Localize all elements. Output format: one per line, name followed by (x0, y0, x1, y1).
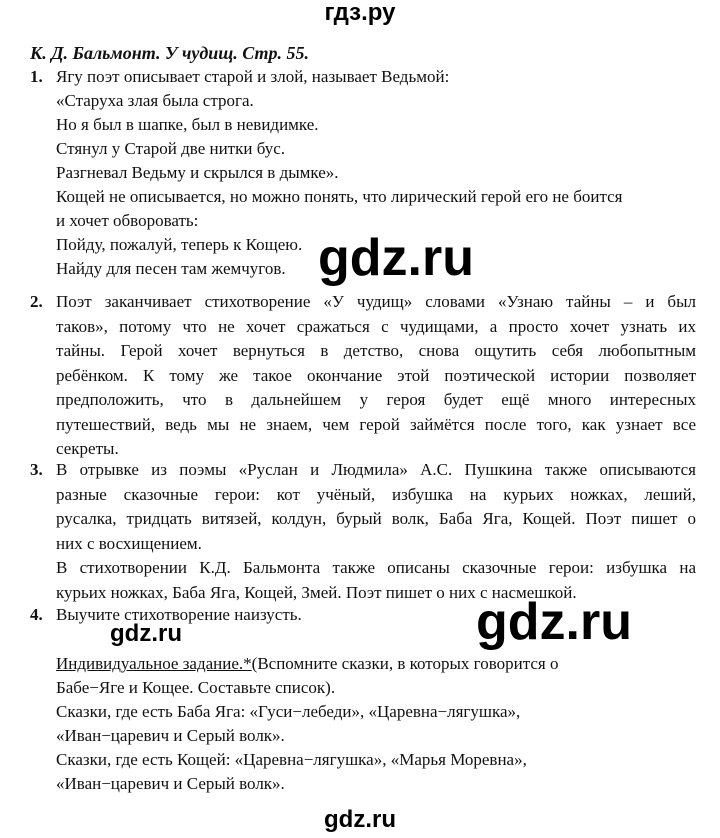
q3-line: разные сказочные герои: кот учёный, избушка на курьих ножках, леший, (56, 484, 696, 504)
q1-line: Ягу поэт описывает старой и злой, называет Ведьмой: (56, 67, 450, 86)
q3-line: них с восхищением. (56, 533, 202, 553)
q2-number: 2. (30, 292, 43, 311)
q2-line: тайны. Герой хочет вернуться в детство, снова ощутить себя любопытным (56, 341, 696, 360)
q2-line: Поэт заканчивает стихотворение «У чудищ» словами «Узнаю тайны – и был (56, 292, 696, 311)
individual-line: «Иван−царевич и Серый волк». (56, 774, 285, 793)
q3-line: В отрывке из поэмы «Руслан и Людмила» А.С. Пушкина также описываются (56, 460, 696, 479)
q3-number: 3. (30, 460, 43, 479)
q3-line: русалка, тридцать витязей, колдун, бурый волк, Баба Яга, Кощей. Поэт пишет о (56, 509, 696, 528)
q3-answer (56, 458, 696, 605)
individual-line: Сказки, где есть Баба Яга: «Гуси−лебеди», «Царевна−лягушка», (56, 702, 521, 721)
q1-line: Но я был в шапке, был в невидимке. (56, 115, 319, 134)
q1-answer (56, 65, 696, 281)
individual-task-label: Индивидуальное задание.* (56, 654, 252, 673)
q4-answer (56, 603, 696, 627)
q4-line: Выучите стихотворение наизусть. (56, 605, 302, 624)
q1-line: Стянул у Старой две нитки бус. (56, 139, 286, 158)
q1-line: Разгневал Ведьму и скрылся в дымке». (56, 163, 339, 182)
q2-answer (56, 290, 696, 462)
individual-line: «Иван−царевич и Серый волк». (56, 726, 285, 745)
watermark-top: гдз.ру (324, 0, 396, 26)
individual-task (56, 652, 696, 796)
watermark-small: gdz.ru (110, 620, 182, 647)
q2-line: путешествий, ведь мы не знаем, чем герой займётся после того, как узнает все (56, 414, 696, 434)
q4-number: 4. (30, 605, 43, 624)
q2-line: ребёнком. К тому же такое окончание этой поэтической истории позволяет (56, 365, 696, 385)
page-title: К. Д. Бальмонт. У чудищ. Стр. 55. (30, 43, 310, 63)
individual-line (56, 652, 696, 676)
q1-line: «Старуха злая была строга. (56, 91, 254, 110)
q2-line: предположить, что в дальнейшем у героя будет ещё много интересных (56, 390, 696, 409)
q1-number: 1. (30, 67, 43, 86)
q1-line: Пойду, пожалуй, теперь к Кощею. (56, 235, 303, 254)
watermark-center: gdz.ru (318, 229, 474, 287)
q1-line: и хочет обворовать: (56, 211, 199, 230)
q1-line: Кощей не описывается, но можно понять, что лирический герой его не боится (56, 187, 623, 206)
q3-line: В стихотворении К.Д. Бальмонта также описаны сказочные герои: избушка на (56, 558, 696, 577)
individual-line: Бабе−Яге и Кощее. Составьте список). (56, 678, 336, 697)
individual-task-text: (Вспомните сказки, в которых говорится о (251, 654, 559, 673)
q2-line: таков», потому что не хочет сражаться с чудищами, а просто хочет узнать их (56, 316, 696, 336)
watermark-bottom: gdz.ru (324, 806, 396, 833)
q2-line: секреты. (56, 439, 119, 458)
q1-line: Найду для песен там жемчугов. (56, 259, 286, 278)
individual-line: Сказки, где есть Кощей: «Царевна−лягушка», «Марья Моревна», (56, 750, 527, 769)
q3-line: курьих ножках, Баба Яга, Кощей, Змей. Поэт пишет о них с насмешкой. (56, 582, 577, 602)
watermark-right: gdz.ru (476, 593, 632, 651)
